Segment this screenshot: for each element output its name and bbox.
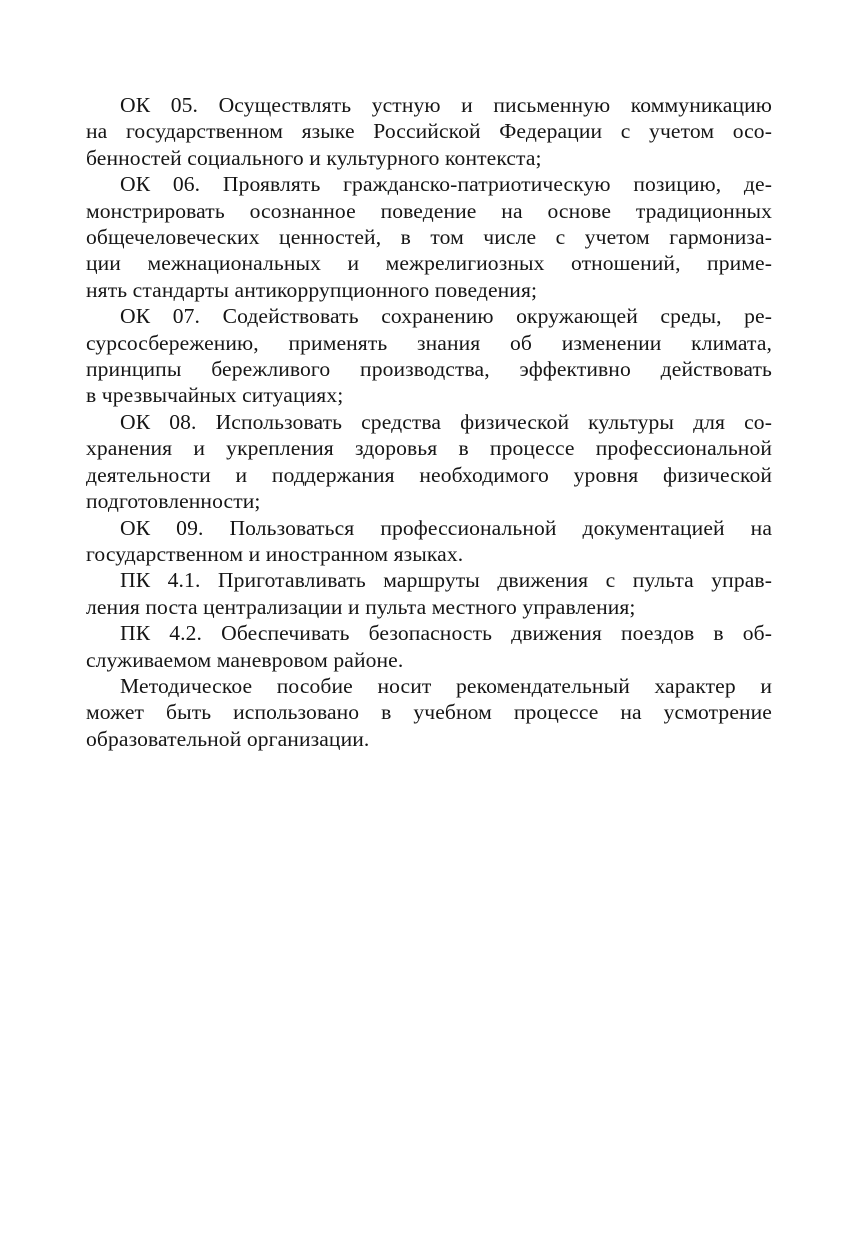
text-line: образовательной организации. <box>86 726 370 751</box>
text-line: Методическое пособие носит рекомендательный характер и <box>120 673 772 698</box>
paragraph-pk-4-1 <box>86 567 772 620</box>
text-line: на государственном языке Российской Федерации с учетом осо- <box>86 119 772 144</box>
text-line: деятельности и поддержания необходимого уровня физической <box>86 462 772 487</box>
text-line: ции межнациональных и межрелигиозных отношений, приме- <box>86 251 772 276</box>
text-line: ления поста централизации и пульта местного управления; <box>86 594 636 619</box>
paragraph-ok-05 <box>86 92 772 171</box>
text-line: ОК 07. Содействовать сохранению окружающей среды, ре- <box>120 304 772 329</box>
paragraph-pk-4-2 <box>86 620 772 673</box>
paragraph-ok-06 <box>86 171 772 303</box>
text-line: государственном и иностранном языках. <box>86 541 464 566</box>
text-line: монстрировать осознанное поведение на основе традиционных <box>86 198 772 223</box>
text-line: служиваемом маневровом районе. <box>86 647 404 672</box>
paragraph-ok-08 <box>86 409 772 515</box>
text-line: ОК 05. Осуществлять устную и письменную коммуникацию <box>120 93 772 117</box>
text-line: ПК 4.1. Приготавливать маршруты движения с пульта управ- <box>120 568 772 593</box>
text-line: хранения и укрепления здоровья в процессе профессиональной <box>86 436 772 461</box>
text-line: ПК 4.2. Обеспечивать безопасность движения поездов в об- <box>120 621 772 646</box>
text-line: ОК 08. Использовать средства физической культуры для со- <box>120 409 772 434</box>
text-line: может быть использовано в учебном процессе на усмотрение <box>86 700 772 725</box>
paragraph-ok-07 <box>86 303 772 409</box>
paragraph-closing-note <box>86 673 772 752</box>
text-line: сурсосбережению, применять знания об изменении климата, <box>86 330 772 355</box>
text-line: общечеловеческих ценностей, в том числе с учетом гармониза- <box>86 225 772 250</box>
body-text <box>86 92 772 752</box>
text-line: подготовленности; <box>86 489 261 514</box>
text-line: ОК 06. Проявлять гражданско-патриотическую позицию, де- <box>120 172 772 197</box>
paragraph-ok-09 <box>86 515 772 568</box>
text-line: принципы бережливого производства, эффективно действовать <box>86 357 772 382</box>
text-line: бенностей социального и культурного контекста; <box>86 145 542 170</box>
text-line: в чрезвычайных ситуациях; <box>86 383 344 408</box>
text-line: нять стандарты антикоррупционного поведения; <box>86 277 538 302</box>
text-line: ОК 09. Пользоваться профессиональной документацией на <box>120 515 772 540</box>
